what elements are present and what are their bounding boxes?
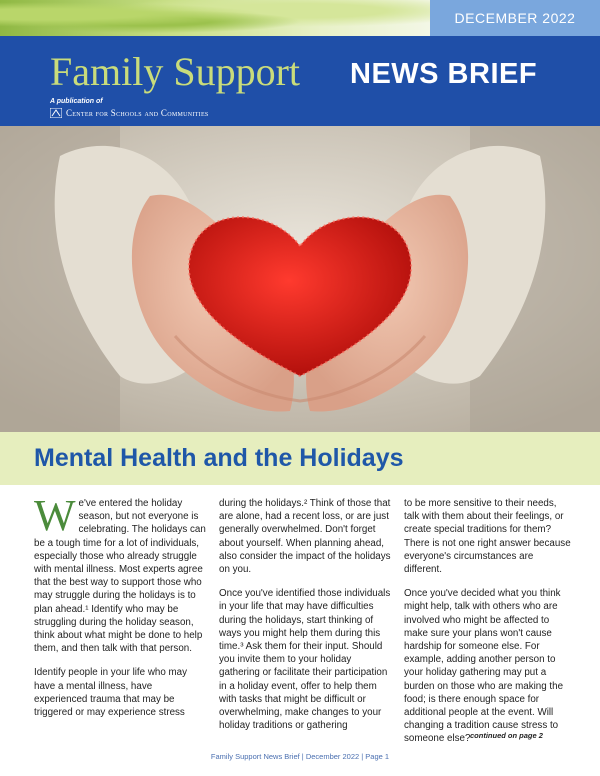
org-name: Center for Schools and Communities xyxy=(66,108,209,118)
article-column-1 xyxy=(34,491,206,730)
newsletter-title-script: Family Support xyxy=(50,49,301,94)
paragraph: Identify people in your life who may have a mental illness, have experienced trauma that may be triggered or may experience stress xyxy=(34,667,188,719)
continued-note: continued on page 2 xyxy=(470,731,543,740)
article-headline: Mental Health and the Holidays xyxy=(34,444,404,472)
leaf-banner-image xyxy=(0,0,430,36)
issue-date: DECEMBER 2022 xyxy=(430,0,600,36)
paragraph xyxy=(34,491,206,655)
org-logo-icon xyxy=(50,108,62,118)
hands-heart-illustration xyxy=(0,126,600,432)
paragraph: Once you've decided what you think might help, talk with others who are involved who might be affected to make sure your plans won't cause hardship for someone else. For example, adding another person to your holiday gathering may put a burden on those who are making the food; is there enough space for additional people at the event. Will changing a tradition cause stress to someone else? xyxy=(404,588,564,745)
paragraph: during the holidays.² Think of those that are alone, had a recent loss, or are just generally overwhelmed. Don't forget about yourself. When planning ahead, also consider the impact of the holidays on you. xyxy=(219,498,391,576)
page-footer: Family Support News Brief | December 2022 | Page 1 xyxy=(210,752,390,761)
paragraph: Once you've identified those individuals in your life that may have difficulties during the holidays, start thinking of ways you might help them during this time.³ Ask them for their input. Should you invite them to your holiday gathering or facilitate their participation in a holiday event, offer to help them with tasks that might be difficult or overwhelming, make changes to your holiday traditions or gathering xyxy=(219,588,391,732)
masthead xyxy=(0,36,600,126)
headline-band xyxy=(0,432,600,485)
org-credit xyxy=(50,108,209,118)
paragraph-text: e've entered the holiday season, but not everyone is celebrating. The holidays can be a tough time for a lot of individuals, especially those who already struggle with mental illness. Most experts agree that the best way to support those who may struggle during the holidays is to plan ahead.¹ Identify who may be struggling during the holiday season, think about what might be done to help them, and then talk with that person. xyxy=(34,498,206,655)
article-column-3 xyxy=(404,497,572,757)
paragraph: to be more sensitive to their needs, talk with them about their feelings, or create special traditions for them? There is not one right answer because everyone's circumstances are different. xyxy=(404,498,571,576)
hero-photo xyxy=(0,126,600,432)
drop-cap: W xyxy=(34,491,76,540)
article-column-2 xyxy=(219,497,391,743)
newsletter-title-bold: NEWS BRIEF xyxy=(350,58,538,90)
publication-label: A publication of xyxy=(50,98,103,105)
